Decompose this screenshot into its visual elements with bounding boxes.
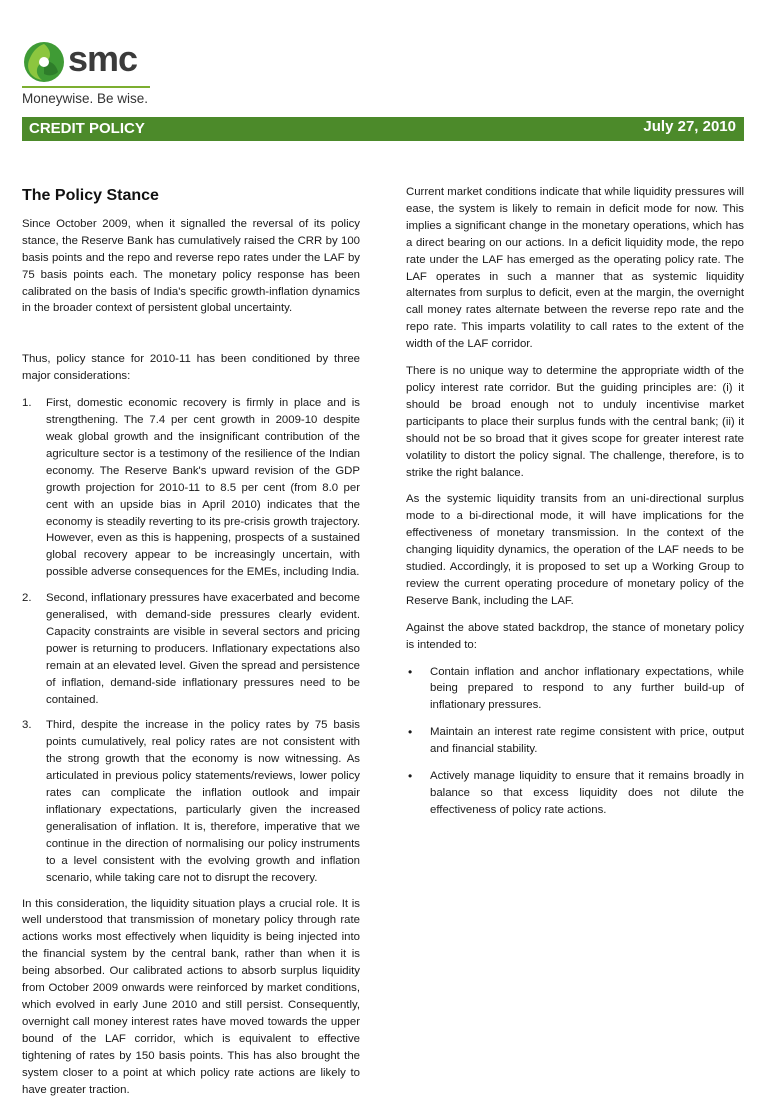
list-number: 1. <box>22 397 32 410</box>
paragraph-liquidity: In this consideration, the liquidity situation plays a crucial role. It is well understood that transmission of monetary policy through rate actions works most effectively when liquidity is being injected into the financial system by the central bank, rather than when it is being absorbed. Our calibrated actions to absorb surplus liquidity from October 2009 onwards were reinforced by market conditions, which evolved in early June 2010 and still persist. Consequently, overnight call money interest rates have moved towards the upper bound of the LAF corridor, which is equivalent to effective tightening of rates by 150 basis points. This has also brought the system closer to a point at which policy rate actions are likely to have greater traction. <box>22 897 360 1096</box>
report-date: July 27, 2010 <box>643 118 736 135</box>
list-item-text: First, domestic economic recovery is firmly in place and is strengthening. The 7.4 per cent growth in 2009-10 despite weak global growth and the insignificant contribution of the agriculture sector is a testimony of the resilience of the Indian economy. The Reserve Bank's upward revision of the GDP growth projection for 2010-11 to 8.5 per cent (from 8.0 per cent with an upside bias in April 2010) indicates that the economy is steadily reverting to its pre-crisis growth trajectory. However, even as this is happening, prospects of a sustained global recovery appear to be increasingly uncertain, with possible adverse consequences for the EMEs, including India. <box>46 397 360 579</box>
brand-underline <box>22 86 150 88</box>
list-number: 2. <box>22 592 32 605</box>
paragraph-working-group: As the systemic liquidity transits from an uni-directional surplus mode to a bi-directional mode, it will have implications for the effectiveness of monetary transmission. In the context of the changing liquidity dynamics, the operation of the LAF needs to be studied. Accordingly, it is proposed to set up a Working Group to review the current operating procedure of monetary policy of the Reserve Bank, including the LAF. <box>406 493 744 607</box>
stance-list <box>406 664 744 819</box>
right-column <box>406 184 744 829</box>
left-column <box>22 184 360 1098</box>
list-item <box>22 590 360 708</box>
article-heading: The Policy Stance <box>22 187 159 204</box>
paragraph-considerations-lead: Thus, policy stance for 2010-11 has been conditioned by three major considerations: <box>22 353 360 383</box>
list-item <box>406 768 744 819</box>
brand-logo <box>22 40 162 112</box>
considerations-list <box>22 395 360 886</box>
paragraph-market-conditions: Current market conditions indicate that while liquidity pressures will ease, the system is likely to remain in deficit mode for now. This implies a significant change in the monetary operations, which has a direct bearing on our actions. In a deficit liquidity mode, the repo rate under the LAF has emerged as the operating policy rate. The LAF operates in such a manner that as systemic liquidity alternates from surplus to deficit, even at the margin, the overnight call money rates alternate between the reverse repo rate and the repo rate. This imparts volatility to call rates to the extent of the width of the LAF corridor. <box>406 186 744 351</box>
list-item <box>406 724 744 758</box>
bullet-dot-icon: • <box>408 664 413 679</box>
bullet-dot-icon: • <box>408 769 413 784</box>
paragraph-corridor-width: There is no unique way to determine the appropriate width of the policy interest rate corridor. But the guiding principles are: (i) it should be broad enough not to unduly incentivise market participants to place their surplus funds with the central bank; (ii) it should not be so broad that it gives scope for greater interest rate volatility to distort the policy signal. The challenge, therefore, is to strike the right balance. <box>406 365 744 479</box>
list-item-text: Third, despite the increase in the policy rates by 75 basis points cumulatively, real policy rates are not consistent with the strong growth that the economy is now witnessing. As articulated in previous policy statements/reviews, lower policy rates can complicate the inflation outlook and impair inflationary expectations, particularly given the increased generalisation of inflation. It is, therefore, imperative that we continue in the direction of normalising our policy instruments to a level consistent with the evolving growth and inflation scenario, while taking care not to disrupt the recovery. <box>46 719 360 884</box>
list-item <box>22 395 360 581</box>
tagline: Moneywise. Be wise. <box>22 91 149 106</box>
paragraph-intro: Since October 2009, when it signalled the reversal of its policy stance, the Reserve Bank has cumulatively raised the CRR by 100 basis points and the repo and reverse repo rates under the LAF by 75 basis points each. The monetary policy response has been calibrated on the basis of India's specific growth-inflation dynamics in the broader context of persistent global uncertainty. <box>22 217 360 315</box>
list-item <box>406 664 744 715</box>
bullet-dot-icon: • <box>408 725 413 740</box>
paragraph-stance-lead: Against the above stated backdrop, the stance of monetary policy is intended to: <box>406 621 744 651</box>
section-title: CREDIT POLICY <box>29 120 145 137</box>
list-item <box>22 717 360 886</box>
smc-swirl-logo-icon <box>22 40 66 84</box>
list-item-text: Actively manage liquidity to ensure that it remains broadly in balance so that excess liquidity does not dilute the effectiveness of policy rate actions. <box>430 770 744 816</box>
list-item-text: Maintain an interest rate regime consistent with price, output and financial stability. <box>430 726 744 756</box>
list-item-text: Second, inflationary pressures have exacerbated and become generalised, with demand-side pressures clearly evident. Capacity constraints are visible in several sectors and pricing power is returning to producers. Inflationary expectations also remain at an elevated level. Given the spread and persistence of inflation, demand-side inflationary pressures need to be contained. <box>46 592 360 706</box>
list-number: 3. <box>22 719 32 732</box>
title-banner <box>22 117 744 141</box>
brand-name: smc <box>68 38 138 79</box>
list-item-text: Contain inflation and anchor inflationary expectations, while being prepared to respond to any further build-up of inflationary pressures. <box>430 665 744 712</box>
